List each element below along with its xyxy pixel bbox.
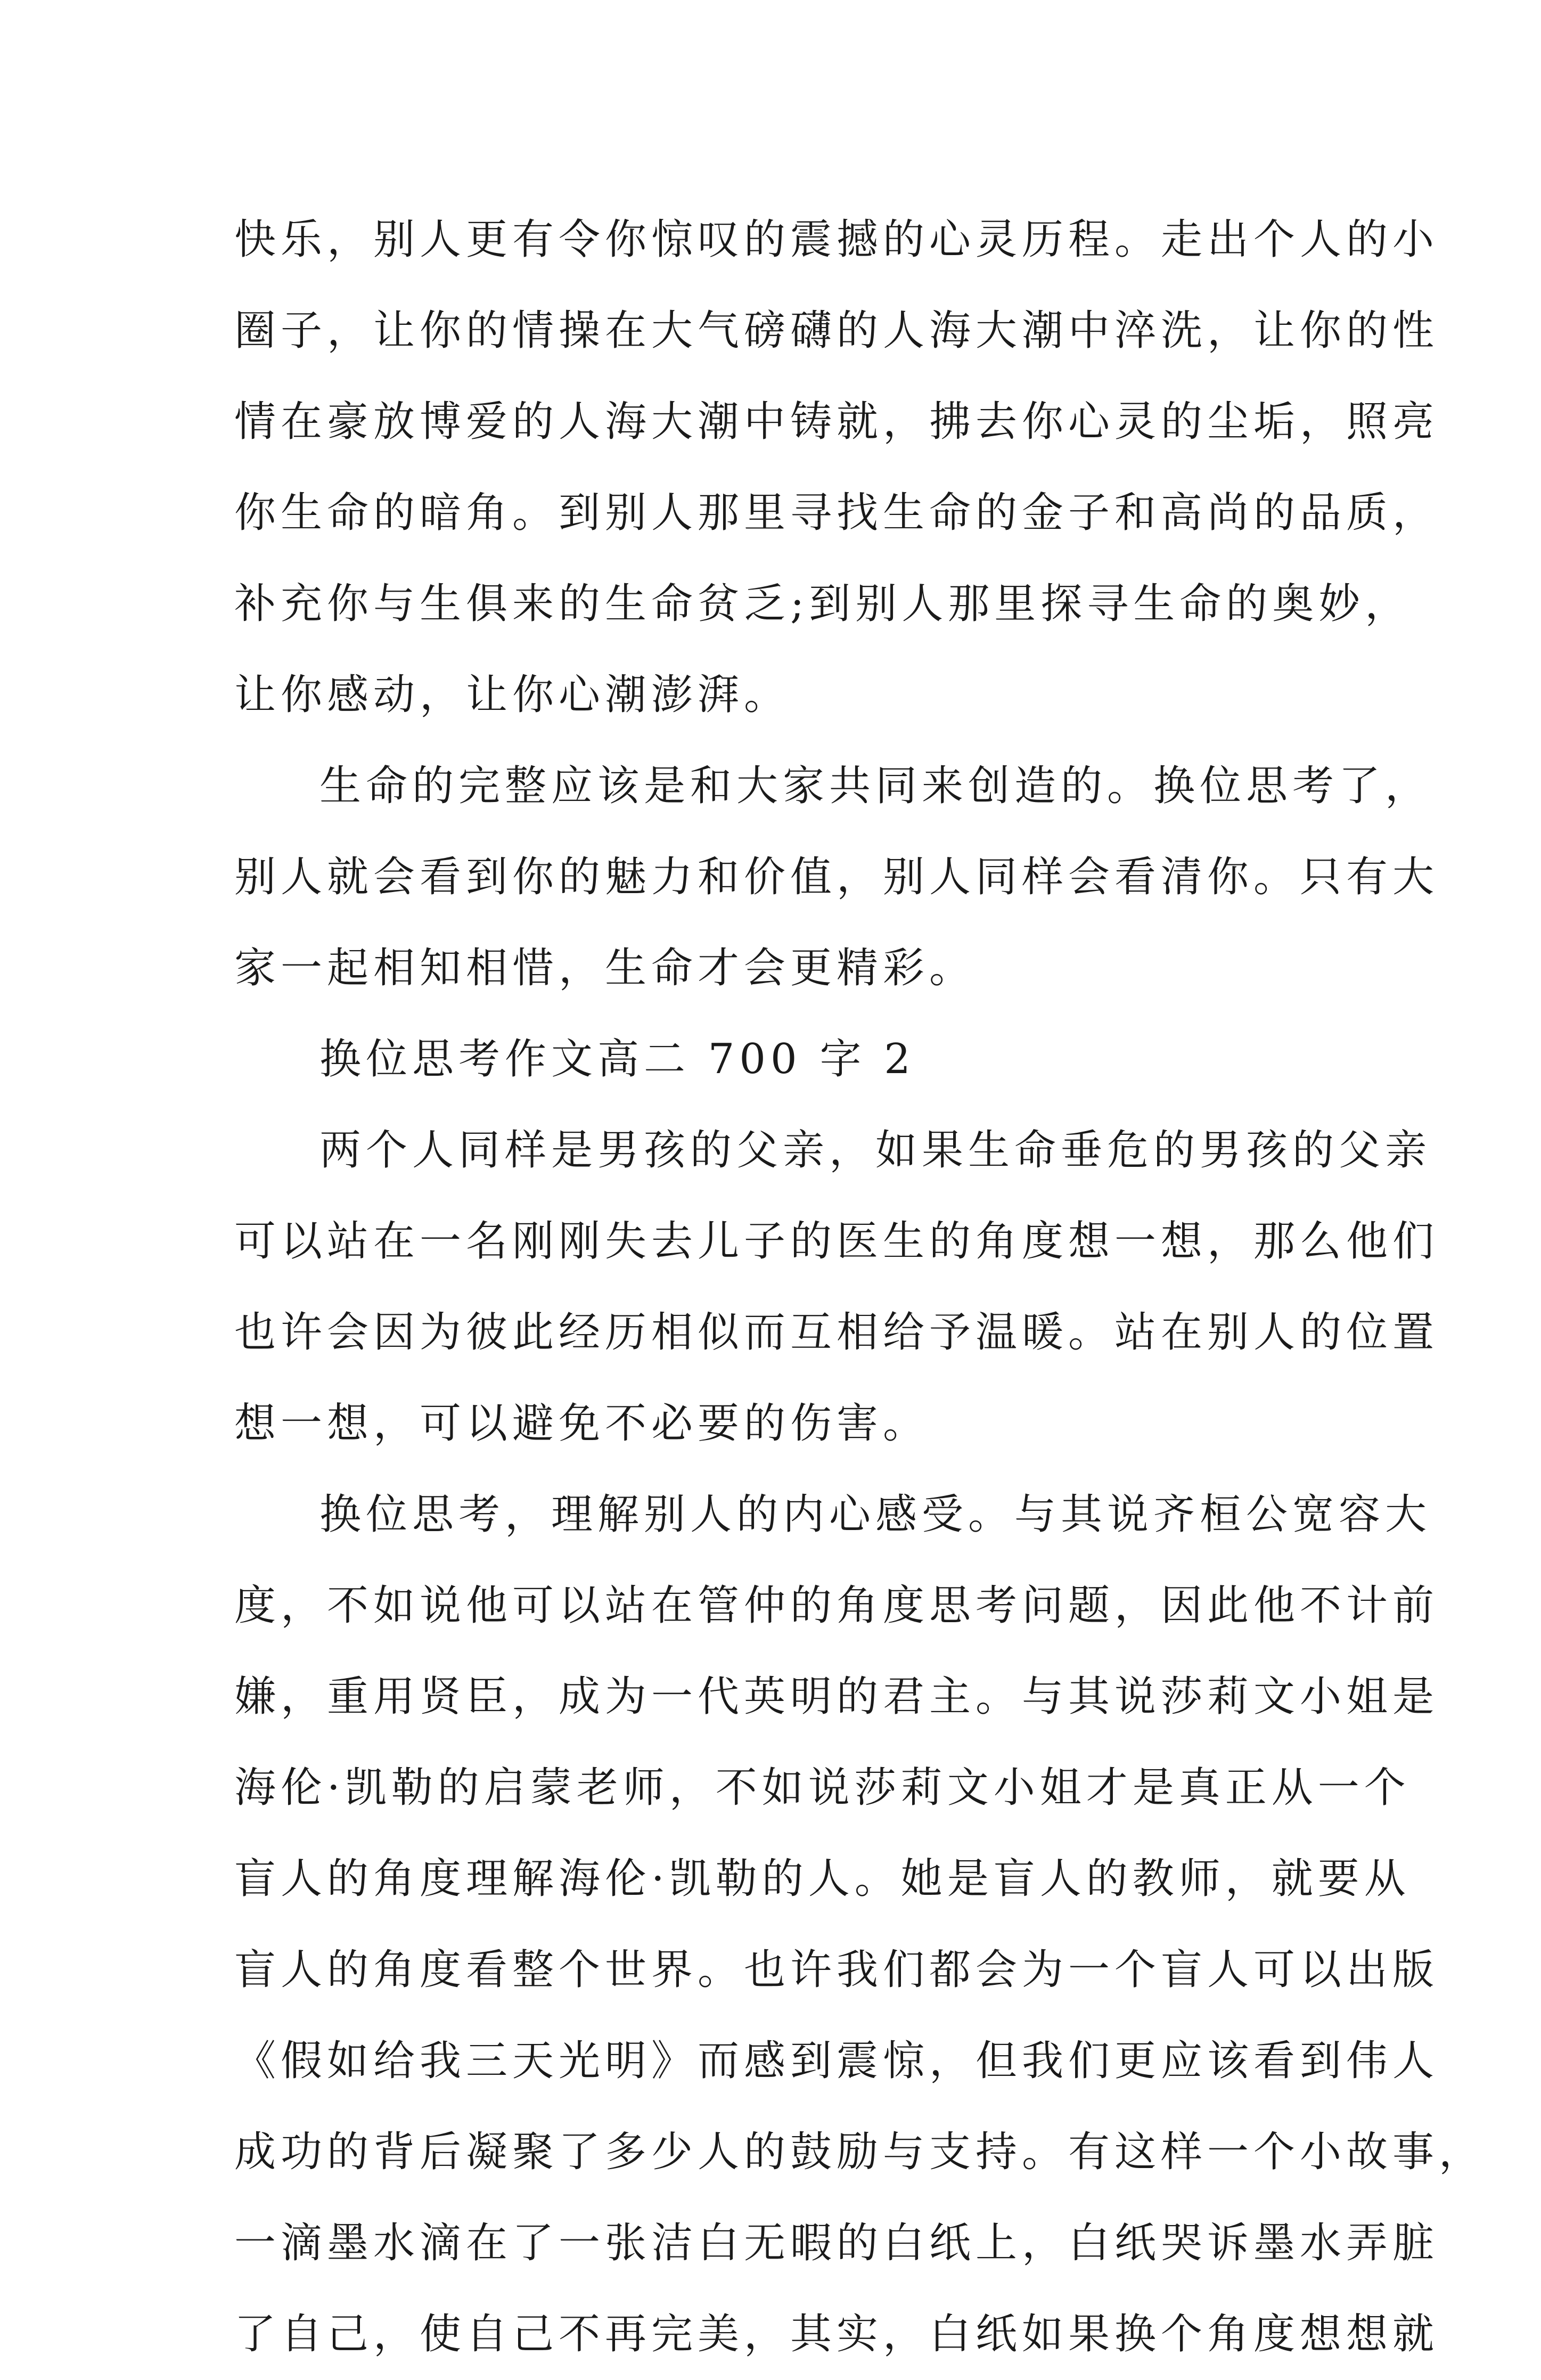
paragraph-line: 也许会因为彼此经历相似而互相给予温暖。站在别人的位置	[234, 1308, 1439, 1356]
paragraph-line: 让你感动，让你心潮澎湃。	[234, 671, 791, 719]
paragraph-line: 别人就会看到你的魅力和价值，别人同样会看清你。只有大	[234, 853, 1439, 901]
paragraph-line: 《假如给我三天光明》而感到震惊，但我们更应该看到伟人	[234, 2037, 1439, 2085]
paragraph-line: 你生命的暗角。到别人那里寻找生命的金子和高尚的品质，	[234, 489, 1439, 537]
paragraph-line: 成功的背后凝聚了多少人的鼓励与支持。有这样一个小故事，	[234, 2128, 1486, 2176]
paragraph-line: 圈子，让你的情操在大气磅礴的人海大潮中淬洗，让你的性	[234, 307, 1439, 355]
paragraph-line: 换位思考，理解别人的内心感受。与其说齐桓公宽容大	[319, 1491, 1432, 1539]
paragraph-line: 盲人的角度理解海伦·凯勒的人。她是盲人的教师，就要从	[234, 1855, 1411, 1903]
paragraph-line: 补充你与生俱来的生命贫乏;到别人那里探寻生命的奥妙，	[234, 580, 1412, 628]
paragraph-line: 想一想，可以避免不必要的伤害。	[234, 1400, 930, 1447]
paragraph-line: 了自己，使自己不再完美，其实，白纸如果换个角度想想就	[234, 2310, 1439, 2358]
document-body	[234, 194, 1486, 2380]
paragraph-line: 盲人的角度看整个世界。也许我们都会为一个盲人可以出版	[234, 1946, 1439, 1994]
paragraph-line: 一滴墨水滴在了一张洁白无暇的白纸上，白纸哭诉墨水弄脏	[234, 2219, 1439, 2267]
paragraph-line: 两个人同样是男孩的父亲，如果生命垂危的男孩的父亲	[319, 1126, 1432, 1174]
paragraph-line: 家一起相知相惜，生命才会更精彩。	[234, 944, 976, 992]
paragraph-line: 嫌，重用贤臣，成为一代英明的君主。与其说莎莉文小姐是	[234, 1673, 1439, 1721]
paragraph-line: 生命的完整应该是和大家共同来创造的。换位思考了，	[319, 762, 1432, 810]
section-heading: 换位思考作文高二 700 字 2	[319, 1035, 915, 1083]
paragraph-line: 快乐，别人更有令你惊叹的震撼的心灵历程。走出个人的小	[234, 216, 1439, 264]
paragraph-line: 可以站在一名刚刚失去儿子的医生的角度想一想，那么他们	[234, 1217, 1439, 1265]
paragraph-line: 度，不如说他可以站在管仲的角度思考问题，因此他不计前	[234, 1582, 1439, 1630]
paragraph-line: 海伦·凯勒的启蒙老师，不如说莎莉文小姐才是真正从一个	[234, 1764, 1411, 1812]
paragraph-line: 情在豪放博爱的人海大潮中铸就，拂去你心灵的尘垢，照亮	[234, 398, 1439, 446]
